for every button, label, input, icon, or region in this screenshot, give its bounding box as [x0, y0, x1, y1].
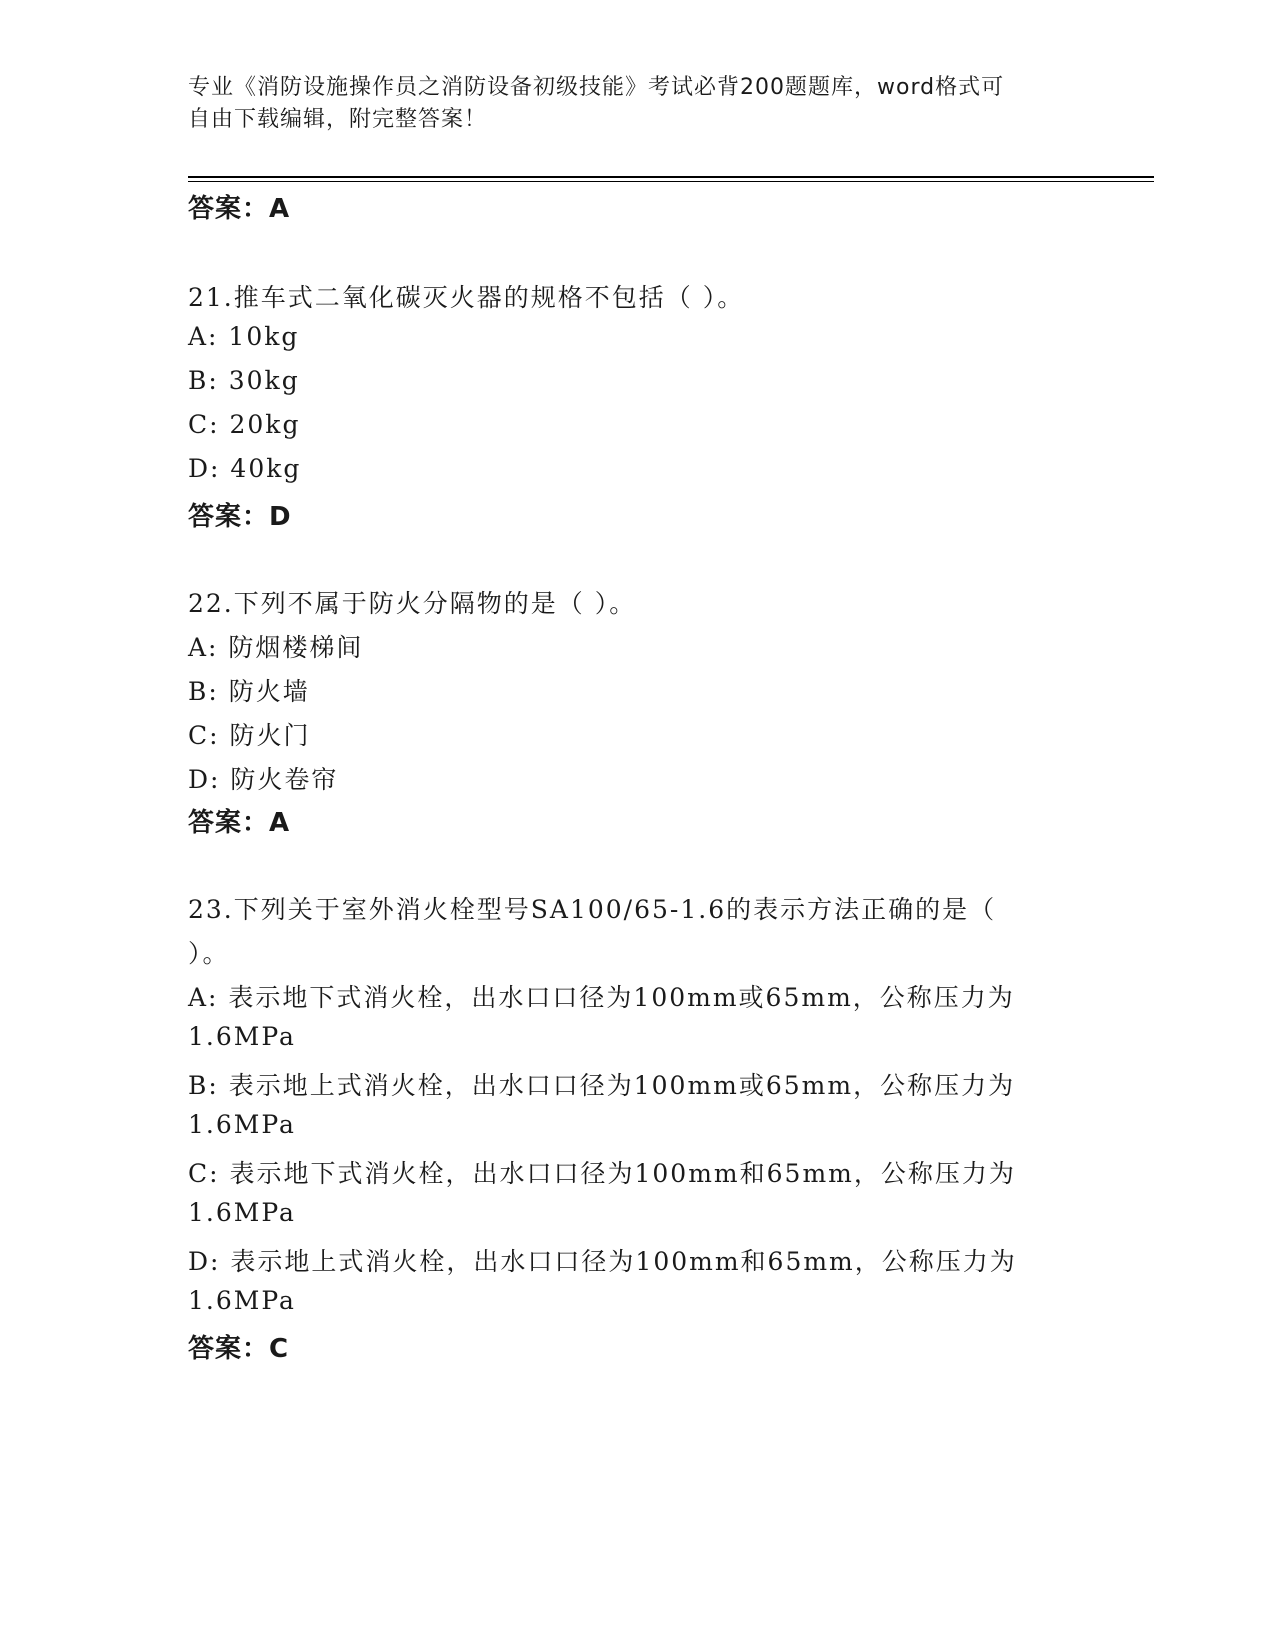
question-23-option-d-line-1: D: 表示地上式消火栓，出水口口径为100mm和65mm，公称压力为 — [188, 1247, 1017, 1276]
question-23-stem-line-1: 23.下列关于室外消火栓型号SA100/65-1.6的表示方法正确的是（ — [188, 895, 997, 924]
question-23-option-d-line-2: 1.6MPa — [188, 1286, 296, 1315]
header-divider-thick — [188, 176, 1154, 178]
question-23-option-c-line-2: 1.6MPa — [188, 1198, 296, 1227]
question-23-option-a-line-1: A: 表示地下式消火栓，出水口口径为100mm或65mm，公称压力为 — [188, 983, 1015, 1012]
question-23-stem-line-2: ）。 — [188, 939, 230, 968]
question-22-answer: 答案：A — [188, 808, 291, 838]
question-22-option-b: B: 防火墙 — [188, 677, 310, 706]
previous-answer: 答案：A — [188, 194, 291, 224]
question-23-answer: 答案：C — [188, 1334, 290, 1364]
header-line-2: 自由下载编辑，附完整答案！ — [188, 107, 488, 132]
question-23-option-c-line-1: C: 表示地下式消火栓，出水口口径为100mm和65mm，公称压力为 — [188, 1159, 1016, 1188]
question-21-option-c: C: 20kg — [188, 410, 301, 439]
question-21-answer: 答案：D — [188, 502, 292, 532]
question-21-option-b: B: 30kg — [188, 366, 300, 395]
question-21-stem: 21.推车式二氧化碳灭火器的规格不包括（ ）。 — [188, 283, 745, 312]
question-22-option-a: A: 防烟楼梯间 — [188, 633, 364, 662]
question-22-stem: 22.下列不属于防火分隔物的是（ ）。 — [188, 589, 637, 618]
question-23-option-b-line-2: 1.6MPa — [188, 1110, 296, 1139]
document-header — [188, 72, 1068, 136]
question-23-option-a-line-2: 1.6MPa — [188, 1022, 296, 1051]
question-22-option-c: C: 防火门 — [188, 721, 311, 750]
question-23-option-b-line-1: B: 表示地上式消火栓，出水口口径为100mm或65mm，公称压力为 — [188, 1071, 1016, 1100]
header-divider-thin — [188, 181, 1154, 182]
question-21-option-d: D: 40kg — [188, 454, 302, 483]
header-line-1: 专业《消防设施操作员之消防设备初级技能》考试必背200题题库，word格式可 — [188, 75, 1005, 100]
question-22-option-d: D: 防火卷帘 — [188, 765, 339, 794]
question-21-option-a: A: 10kg — [188, 322, 300, 351]
